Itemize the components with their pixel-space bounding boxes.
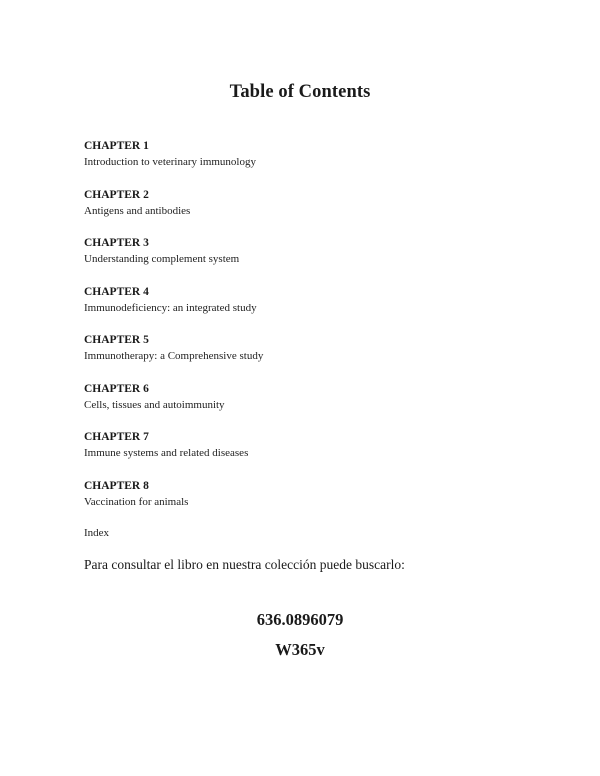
chapter-entry: [84, 382, 564, 431]
chapter-entry: [84, 479, 564, 528]
catalog-lookup-note: Para consultar el libro en nuestra colección puede buscarlo:: [84, 557, 405, 572]
chapter-number: CHAPTER 1: [84, 140, 149, 152]
classification-number: 636.0896079: [256, 610, 344, 629]
chapter-title: Immune systems and related diseases: [84, 447, 249, 459]
chapter-number: CHAPTER 2: [84, 188, 149, 201]
cutter-number: W365v: [275, 640, 325, 659]
chapter-entry: [84, 285, 564, 334]
chapter-number: CHAPTER 3: [84, 237, 149, 249]
chapter-entry: [84, 188, 564, 237]
chapter-number: CHAPTER 5: [84, 334, 149, 346]
chapter-title: Antigens and antibodies: [84, 204, 191, 217]
chapter-number: CHAPTER 6: [84, 382, 149, 395]
chapter-title: Vaccination for animals: [84, 495, 189, 508]
chapter-entry: [84, 430, 564, 479]
page-title: Table of Contents: [229, 82, 371, 102]
chapter-title: Introduction to veterinary immunology: [84, 156, 256, 168]
chapter-title: Understanding complement system: [84, 253, 240, 265]
index-entry: Index: [84, 527, 110, 539]
chapter-title: Immunotherapy: a Comprehensive study: [84, 350, 264, 362]
chapter-number: CHAPTER 7: [84, 431, 149, 443]
chapter-number: CHAPTER 4: [84, 285, 149, 298]
chapter-title: Immunodeficiency: an integrated study: [84, 301, 257, 314]
chapter-title: Cells, tissues and autoimmunity: [84, 398, 225, 411]
chapter-entry: [84, 333, 564, 382]
chapter-entry: [84, 139, 564, 188]
chapter-entry: [84, 236, 564, 285]
chapter-list: [84, 139, 564, 527]
chapter-number: CHAPTER 8: [84, 479, 149, 492]
